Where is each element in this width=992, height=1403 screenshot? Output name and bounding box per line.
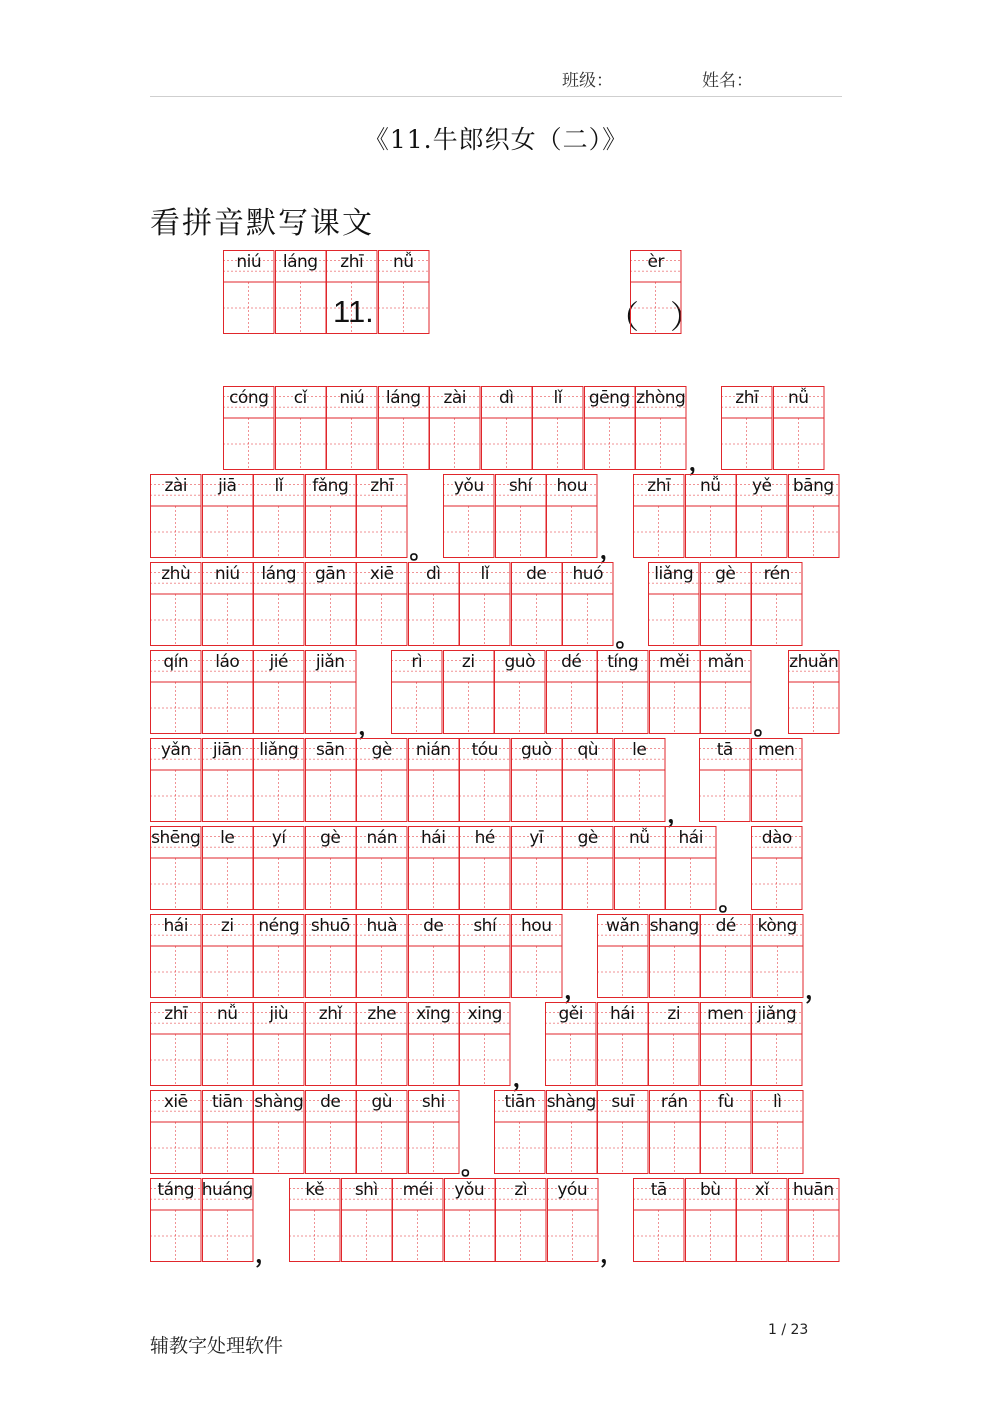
pinyin-cell[interactable] — [150, 738, 202, 822]
pinyin-text: nǚ — [392, 252, 414, 272]
pinyin-cell[interactable] — [253, 914, 305, 998]
pinyin-text: gù — [371, 1092, 393, 1112]
pinyin-text: dé — [715, 916, 736, 936]
pinyin-cell[interactable] — [635, 386, 687, 470]
pinyin-text: guò — [521, 740, 552, 760]
pinyin-text: yí — [271, 828, 286, 848]
pinyin-text: zhòng — [636, 388, 686, 408]
pinyin-cell[interactable] — [597, 914, 649, 998]
pinyin-text: shàng — [254, 1092, 304, 1112]
pinyin-text: lǐ — [553, 388, 562, 408]
page-number: 1 / 23 — [768, 1322, 809, 1338]
pinyin-cell[interactable] — [751, 1002, 803, 1086]
pinyin-cell[interactable] — [495, 1178, 547, 1262]
punctuation-mark: 。 — [409, 535, 434, 564]
pinyin-cell[interactable] — [305, 562, 357, 646]
pinyin-cell[interactable] — [459, 562, 511, 646]
pinyin-cell[interactable] — [305, 914, 357, 998]
pinyin-cell[interactable] — [341, 1178, 393, 1262]
pinyin-cell[interactable] — [736, 474, 788, 558]
pinyin-cell[interactable] — [408, 1090, 460, 1174]
pinyin-cell[interactable] — [751, 738, 803, 822]
pinyin-cell[interactable] — [532, 386, 584, 470]
pinyin-text: hou — [521, 916, 552, 936]
pinyin-text: niú — [339, 388, 365, 408]
pinyin-text: nǚ — [628, 828, 650, 848]
pinyin-cell[interactable] — [253, 826, 305, 910]
pinyin-text: nǚ — [699, 476, 721, 496]
pinyin-text: dì — [498, 388, 514, 408]
pinyin-cell[interactable] — [326, 386, 378, 470]
pinyin-cell[interactable] — [253, 1002, 305, 1086]
pinyin-cell[interactable] — [356, 826, 408, 910]
pinyin-cell[interactable] — [700, 1002, 752, 1086]
pinyin-cell[interactable] — [429, 386, 481, 470]
pinyin-text: lǐ — [480, 564, 489, 584]
pinyin-cell[interactable] — [202, 826, 254, 910]
pinyin-cell[interactable] — [356, 562, 408, 646]
pinyin-text: huà — [366, 916, 397, 936]
pinyin-cell[interactable] — [392, 1178, 444, 1262]
pinyin-cell[interactable] — [546, 1090, 598, 1174]
pinyin-cell[interactable] — [700, 914, 752, 998]
pinyin-cell[interactable] — [202, 1090, 254, 1174]
pinyin-text: liǎng — [259, 740, 299, 760]
pinyin-cell[interactable] — [562, 562, 614, 646]
pinyin-text: yóu — [557, 1180, 588, 1200]
punctuation-mark: 。 — [615, 623, 640, 652]
pinyin-cell[interactable] — [443, 474, 495, 558]
pinyin-text: zài — [164, 476, 188, 496]
close-paren: ） — [670, 298, 703, 336]
lesson-number: 11. — [333, 294, 374, 329]
pinyin-text: suī — [611, 1092, 635, 1112]
punctuation-mark: ， — [512, 1063, 537, 1092]
pinyin-text: néng — [258, 916, 300, 936]
pinyin-cell[interactable] — [378, 386, 430, 470]
pinyin-cell[interactable] — [150, 914, 202, 998]
pinyin-cell[interactable] — [408, 914, 460, 998]
pinyin-cell[interactable] — [459, 738, 511, 822]
pinyin-text: rán — [660, 1092, 688, 1112]
pinyin-text: shí — [508, 476, 532, 496]
pinyin-text: le — [632, 740, 647, 760]
pinyin-cell[interactable] — [788, 650, 840, 734]
pinyin-text: xing — [467, 1004, 502, 1024]
footer-software-name: 辅教字处理软件 — [150, 1335, 284, 1357]
pinyin-text: yě — [751, 476, 772, 496]
pinyin-text: gè — [715, 564, 736, 584]
pinyin-text: jié — [269, 652, 288, 672]
pinyin-text: tā — [650, 1180, 667, 1200]
pinyin-cell[interactable] — [305, 474, 357, 558]
page-header — [150, 62, 842, 97]
pinyin-cell[interactable] — [356, 474, 408, 558]
pinyin-text: jiù — [269, 1004, 289, 1024]
pinyin-text: gè — [371, 740, 392, 760]
pinyin-cell[interactable] — [614, 738, 666, 822]
pinyin-cell[interactable] — [700, 1090, 752, 1174]
pinyin-text: zhuǎn — [789, 652, 839, 672]
pinyin-text: shēng — [151, 828, 201, 848]
pinyin-text: zhī — [370, 476, 394, 496]
pinyin-text: tíng — [607, 652, 639, 672]
pinyin-text: xiē — [163, 1092, 188, 1112]
pinyin-cell[interactable] — [202, 650, 254, 734]
pinyin-text: cǐ — [293, 388, 307, 408]
pinyin-cell[interactable] — [305, 1002, 357, 1086]
pinyin-cell[interactable] — [202, 1002, 254, 1086]
pinyin-text: kě — [305, 1180, 325, 1200]
pinyin-cell[interactable] — [699, 738, 751, 822]
pinyin-text: zhī — [340, 252, 364, 272]
pinyin-cell[interactable] — [649, 1090, 701, 1174]
pinyin-text: guò — [504, 652, 535, 672]
pinyin-text: nián — [415, 740, 451, 760]
pinyin-text: nǚ — [787, 388, 809, 408]
pinyin-text: men — [707, 1004, 744, 1024]
pinyin-cell[interactable] — [223, 386, 275, 470]
pinyin-cell[interactable] — [721, 386, 773, 470]
pinyin-text: huáng — [201, 1180, 253, 1200]
pinyin-cell[interactable] — [494, 1090, 546, 1174]
pinyin-text: zài — [443, 388, 467, 408]
pinyin-text: huān — [792, 1180, 834, 1200]
pinyin-text: qù — [577, 740, 599, 760]
pinyin-text: gè — [320, 828, 341, 848]
pinyin-text: èr — [647, 252, 664, 272]
pinyin-text: zhe — [367, 1004, 397, 1024]
pinyin-text: jiān — [212, 740, 242, 760]
pinyin-cell[interactable] — [443, 650, 495, 734]
pinyin-cell[interactable] — [150, 1002, 202, 1086]
pinyin-text: shang — [649, 916, 699, 936]
pinyin-cell[interactable] — [597, 1002, 649, 1086]
pinyin-cell[interactable] — [275, 386, 327, 470]
pinyin-text: lǐ — [274, 476, 283, 496]
pinyin-cell[interactable] — [378, 250, 430, 334]
pinyin-cell[interactable] — [253, 738, 305, 822]
pinyin-cell[interactable] — [700, 650, 752, 734]
pinyin-cell[interactable] — [685, 474, 737, 558]
pinyin-cell[interactable] — [752, 1090, 804, 1174]
pinyin-cell[interactable] — [253, 650, 305, 734]
open-paren: （ — [607, 298, 640, 336]
pinyin-cell[interactable] — [444, 1178, 496, 1262]
pinyin-text: kòng — [757, 916, 797, 936]
pinyin-cell[interactable] — [545, 1002, 597, 1086]
punctuation-mark: ， — [358, 711, 382, 740]
pinyin-cell[interactable] — [150, 474, 202, 558]
pinyin-text: zhī — [647, 476, 671, 496]
pinyin-cell[interactable] — [305, 1090, 357, 1174]
pinyin-cell[interactable] — [494, 650, 546, 734]
pinyin-text: qín — [163, 652, 189, 672]
pinyin-text: niú — [236, 252, 262, 272]
pinyin-cell[interactable] — [326, 250, 378, 334]
punctuation-mark: ， — [805, 975, 829, 1004]
pinyin-cell[interactable] — [649, 914, 701, 998]
pinyin-text: fù — [717, 1092, 734, 1112]
pinyin-text: wǎn — [605, 916, 640, 936]
pinyin-text: dé — [561, 652, 582, 672]
pinyin-cell[interactable] — [773, 386, 825, 470]
pinyin-cell[interactable] — [305, 738, 357, 822]
pinyin-text: méi — [402, 1180, 433, 1200]
punctuation-mark: 。 — [718, 887, 743, 916]
pinyin-cell[interactable] — [546, 650, 598, 734]
pinyin-text: tóu — [471, 740, 498, 760]
pinyin-cell[interactable] — [253, 474, 305, 558]
pinyin-cell[interactable] — [202, 738, 254, 822]
pinyin-text: hé — [474, 828, 495, 848]
pinyin-text: bāng — [792, 476, 834, 496]
punctuation-mark: 。 — [461, 1151, 485, 1180]
pinyin-text: jiǎng — [757, 1004, 797, 1024]
pinyin-cell[interactable] — [685, 1178, 737, 1262]
pinyin-cell[interactable] — [408, 738, 460, 822]
pinyin-cell[interactable] — [408, 562, 460, 646]
pinyin-text: gān — [315, 564, 346, 584]
pinyin-cell[interactable] — [253, 562, 305, 646]
pinyin-cell[interactable] — [202, 474, 254, 558]
pinyin-text: jiǎn — [315, 652, 345, 672]
document-title: 《11.牛郎织女（二）》 — [363, 125, 629, 154]
pinyin-text: shàng — [546, 1092, 596, 1112]
pinyin-cell[interactable] — [150, 1178, 202, 1262]
pinyin-cell[interactable] — [597, 1090, 649, 1174]
pinyin-text: láng — [261, 564, 297, 584]
punctuation-mark: 。 — [753, 711, 778, 740]
pinyin-text: hái — [163, 916, 188, 936]
pinyin-cell[interactable] — [202, 914, 254, 998]
pinyin-cell[interactable] — [547, 1178, 599, 1262]
pinyin-text: yǒu — [453, 476, 484, 496]
pinyin-text: tiān — [211, 1092, 243, 1112]
pinyin-text: de — [526, 564, 547, 584]
pinyin-cell[interactable] — [305, 826, 357, 910]
pinyin-cell[interactable] — [614, 826, 666, 910]
pinyin-text: zi — [220, 916, 234, 936]
pinyin-cell[interactable] — [408, 1002, 460, 1086]
pinyin-text: rì — [411, 652, 423, 672]
pinyin-cell[interactable] — [356, 1090, 408, 1174]
pinyin-text: zhī — [164, 1004, 188, 1024]
pinyin-text: sān — [315, 740, 345, 760]
pinyin-text: láng — [385, 388, 421, 408]
pinyin-cell[interactable] — [202, 1178, 254, 1262]
pinyin-cell[interactable] — [751, 826, 803, 910]
pinyin-cell[interactable] — [459, 914, 511, 998]
pinyin-cell[interactable] — [546, 474, 598, 558]
pinyin-text: lì — [773, 1092, 782, 1112]
pinyin-text: dì — [425, 564, 441, 584]
pinyin-cell[interactable] — [253, 1090, 305, 1174]
pinyin-cell[interactable] — [495, 474, 547, 558]
pinyin-text: zì — [514, 1180, 528, 1200]
pinyin-text: tiān — [504, 1092, 536, 1112]
pinyin-text: cóng — [229, 388, 269, 408]
pinyin-text: yǎn — [160, 740, 191, 760]
pinyin-text: xǐ — [754, 1180, 769, 1200]
pinyin-cell[interactable] — [356, 738, 408, 822]
pinyin-text: de — [320, 1092, 341, 1112]
pinyin-text: yī — [529, 828, 544, 848]
pinyin-cell[interactable] — [356, 1002, 408, 1086]
pinyin-cell[interactable] — [511, 738, 563, 822]
pinyin-text: le — [220, 828, 235, 848]
pinyin-text: zhī — [735, 388, 759, 408]
punctuation-mark: ， — [688, 447, 713, 476]
pinyin-text: bù — [699, 1180, 721, 1200]
pinyin-cell[interactable] — [481, 386, 533, 470]
pinyin-text: rén — [763, 564, 790, 584]
pinyin-cell[interactable] — [150, 562, 202, 646]
pinyin-text: hái — [610, 1004, 635, 1024]
pinyin-text: dào — [761, 828, 792, 848]
punctuation-mark: ， — [599, 535, 624, 564]
pinyin-text: xiē — [369, 564, 394, 584]
pinyin-cell[interactable] — [562, 826, 614, 910]
pinyin-cell[interactable] — [150, 650, 202, 734]
pinyin-text: gè — [577, 828, 598, 848]
pinyin-text: hou — [556, 476, 587, 496]
pinyin-cell[interactable] — [150, 1090, 202, 1174]
pinyin-text: huó — [572, 564, 603, 584]
pinyin-text: men — [758, 740, 795, 760]
pinyin-text: shì — [354, 1180, 378, 1200]
pinyin-text: zhǐ — [318, 1004, 342, 1024]
pinyin-cell[interactable] — [223, 250, 275, 334]
pinyin-text: láo — [215, 652, 240, 672]
name-label: 姓名： — [702, 71, 753, 91]
pinyin-text: shi — [421, 1092, 445, 1112]
pinyin-text: tā — [716, 740, 733, 760]
punctuation-mark: ， — [255, 1239, 279, 1268]
punctuation-mark: ， — [667, 799, 691, 828]
pinyin-cell[interactable] — [633, 474, 685, 558]
pinyin-cell[interactable] — [648, 1002, 700, 1086]
pinyin-cell[interactable] — [633, 1178, 685, 1262]
pinyin-cell[interactable] — [289, 1178, 341, 1262]
pinyin-cell[interactable] — [511, 826, 563, 910]
pinyin-cell[interactable] — [356, 914, 408, 998]
pinyin-text: shuō — [310, 916, 350, 936]
pinyin-cell[interactable] — [752, 914, 804, 998]
pinyin-text: de — [423, 916, 444, 936]
punctuation-mark: ， — [564, 975, 588, 1004]
pinyin-cell[interactable] — [305, 650, 357, 734]
pinyin-text: mǎn — [707, 652, 744, 672]
pinyin-cell[interactable] — [649, 650, 701, 734]
pinyin-text: yǒu — [454, 1180, 485, 1200]
pinyin-cell[interactable] — [150, 826, 202, 910]
pinyin-cell[interactable] — [736, 1178, 788, 1262]
pinyin-text: xīng — [416, 1004, 451, 1024]
pinyin-text: hái — [678, 828, 703, 848]
pinyin-text: gěi — [558, 1004, 583, 1024]
pinyin-cell[interactable] — [562, 738, 614, 822]
pinyin-cell[interactable] — [459, 1002, 511, 1086]
pinyin-cell[interactable] — [202, 562, 254, 646]
pinyin-text: shí — [473, 916, 497, 936]
pinyin-cell[interactable] — [511, 562, 563, 646]
pinyin-cell[interactable] — [275, 250, 327, 334]
punctuation-mark: ， — [600, 1239, 624, 1268]
pinyin-cell[interactable] — [751, 562, 803, 646]
pinyin-cell[interactable] — [511, 914, 563, 998]
pinyin-cell[interactable] — [408, 826, 460, 910]
pinyin-cell[interactable] — [597, 650, 649, 734]
section-heading: 看拼音默写课文 — [150, 206, 374, 241]
pinyin-cell[interactable] — [459, 826, 511, 910]
pinyin-text: nán — [366, 828, 397, 848]
pinyin-text: zi — [461, 652, 475, 672]
pinyin-text: láng — [282, 252, 318, 272]
pinyin-text: nǚ — [216, 1004, 238, 1024]
pinyin-cell[interactable] — [788, 474, 840, 558]
pinyin-cell[interactable] — [665, 826, 717, 910]
pinyin-text: gēng — [588, 388, 630, 408]
pinyin-text: měi — [659, 652, 690, 672]
pinyin-cell[interactable] — [648, 562, 700, 646]
pinyin-text: hái — [421, 828, 446, 848]
pinyin-cell[interactable] — [700, 562, 752, 646]
class-label: 班级： — [562, 71, 613, 91]
pinyin-cell[interactable] — [391, 650, 443, 734]
pinyin-text: fǎng — [312, 476, 349, 496]
pinyin-text: jiā — [218, 476, 237, 496]
pinyin-cell[interactable] — [584, 386, 636, 470]
pinyin-text: táng — [157, 1180, 195, 1200]
pinyin-text: liǎng — [654, 564, 694, 584]
pinyin-cell[interactable] — [788, 1178, 840, 1262]
pinyin-text: zi — [667, 1004, 681, 1024]
pinyin-cell[interactable] — [630, 250, 682, 334]
pinyin-text: zhù — [161, 564, 191, 584]
pinyin-text: niú — [214, 564, 240, 584]
